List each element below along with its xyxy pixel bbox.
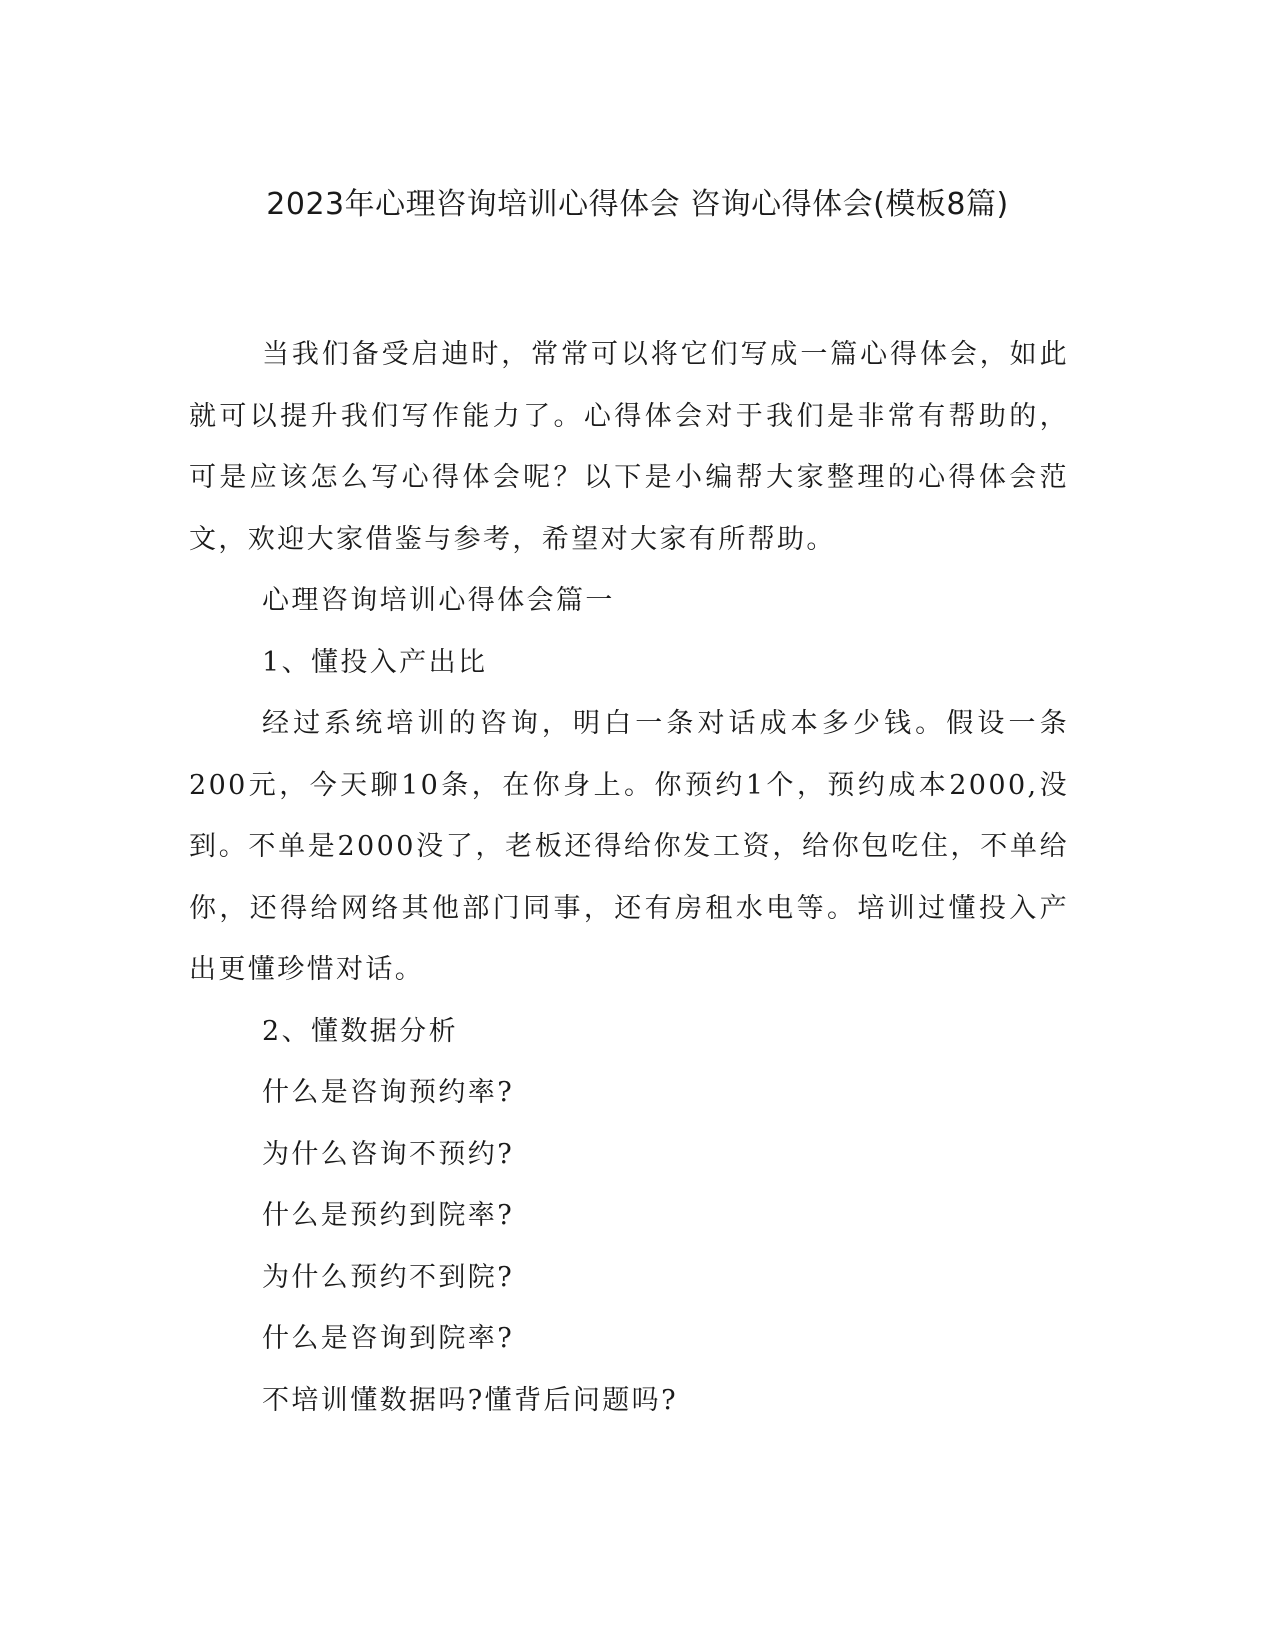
section-heading: 心理咨询培训心得体会篇一 <box>262 585 615 616</box>
intro-paragraph: 当我们备受启迪时，常常可以将它们写成一篇心得体会，如此就可以提升我们写作能力了。心得体会对于我们是非常有帮助的，可是应该怎么写心得体会呢？以下是小编帮大家整理的心得体会范文，欢迎大家借鉴与参考，希望对大家有所帮助。 <box>189 339 1069 555</box>
question-line: 什么是预约到院率? <box>262 1200 515 1231</box>
document-body <box>189 324 1069 1431</box>
question-line: 为什么预约不到院? <box>262 1261 515 1293</box>
question-line: 为什么咨询不预约? <box>262 1138 515 1170</box>
point-heading-2: 2、懂数据分析 <box>262 1015 458 1047</box>
question-line: 什么是咨询到院率? <box>262 1323 515 1354</box>
point-paragraph-1: 经过系统培训的咨询，明白一条对话成本多少钱。假设一条200元，今天聊10条，在你身上。你预约1个，预约成本2000,没到。不单是2000没了，老板还得给你发工资，给你包吃住，不单给你，还得给网络其他部门同事，还有房租水电等。培训过懂投入产出更懂珍惜对话。 <box>189 708 1069 985</box>
question-line: 什么是咨询预约率? <box>262 1077 515 1108</box>
point-heading-1: 1、懂投入产出比 <box>262 646 488 678</box>
question-line: 不培训懂数据吗?懂背后问题吗? <box>262 1384 678 1416</box>
document-title: 2023年心理咨询培训心得体会 咨询心得体会(模板8篇) <box>266 187 1009 222</box>
